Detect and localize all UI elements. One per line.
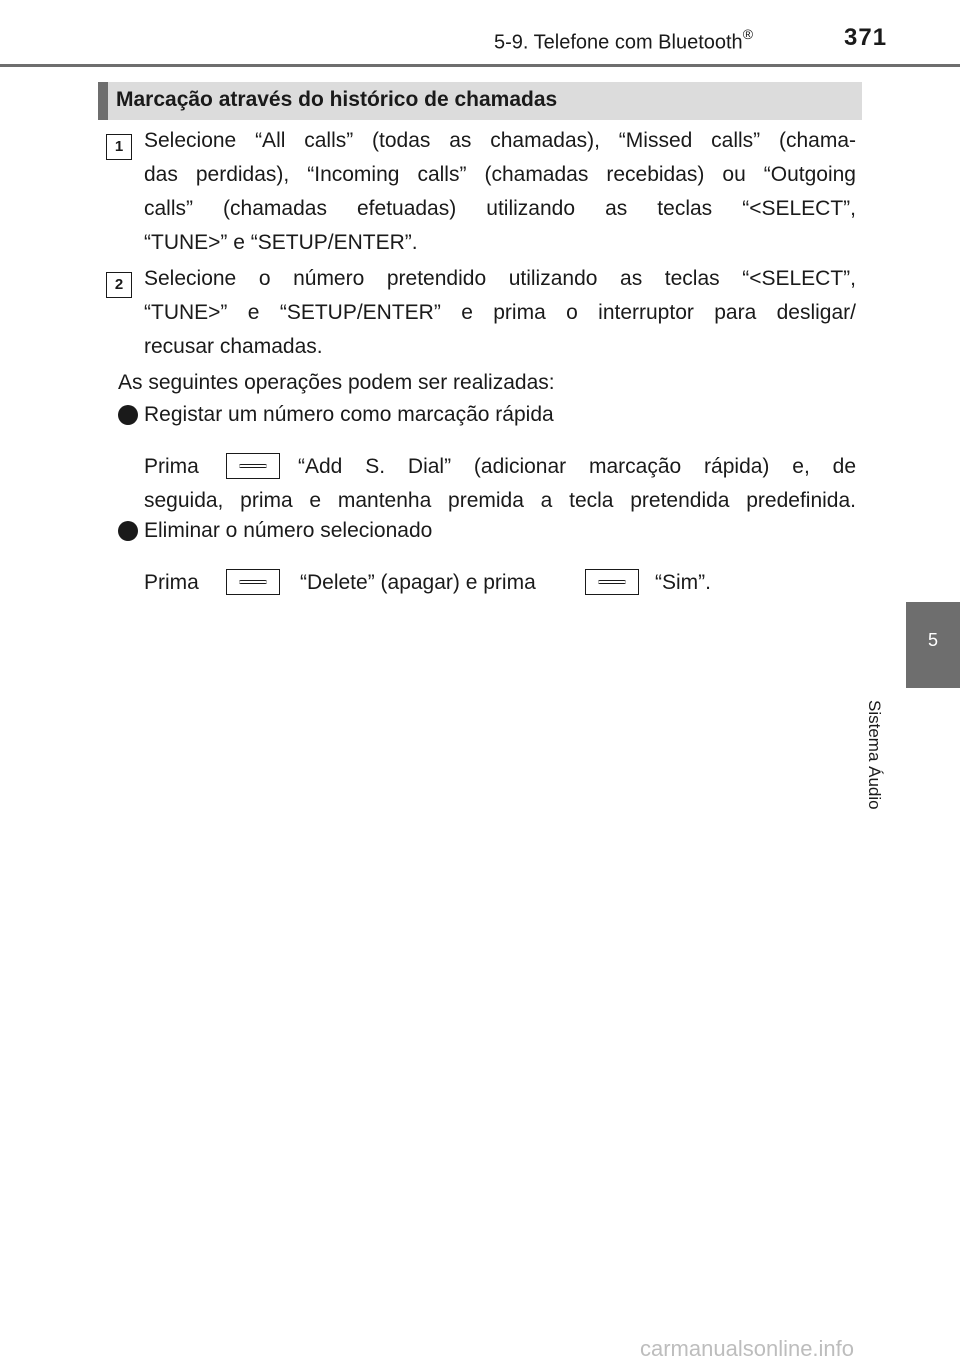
operation-1-line1-text: “Add S. Dial” (adicionar marcação rápida) e, de <box>298 455 856 478</box>
step-1-line: “TUNE>” e “SETUP/ENTER”. <box>144 231 418 254</box>
step-number-1: 1 <box>106 134 132 160</box>
step-1-line: Selecione “All calls” (todas as chamadas), “Missed calls” (chama- <box>144 129 856 152</box>
bullet-icon <box>118 521 138 541</box>
step-1-text <box>144 124 856 260</box>
operation-1-line2 <box>144 484 856 518</box>
operation-1-title: Registar um número como marcação rápida <box>144 403 554 426</box>
operation-2-prefix: Prima <box>144 571 199 594</box>
bullet-icon <box>118 405 138 425</box>
header-divider <box>0 64 960 67</box>
section-heading: 5-9. Telefone com Bluetooth <box>494 31 743 54</box>
step-number-2: 2 <box>106 272 132 298</box>
step-2-line: “TUNE>” e “SETUP/ENTER” e prima o interruptor para desligar/ <box>144 301 856 324</box>
chapter-tab <box>906 602 960 688</box>
phone-key-icon <box>226 569 280 595</box>
registered-mark: ® <box>742 26 754 42</box>
phone-key-icon <box>585 569 639 595</box>
step-1-line: das perdidas), “Incoming calls” (chamadas recebidas) ou “Outgoing <box>144 163 856 186</box>
page-number: 371 <box>844 24 888 51</box>
operation-2-title: Eliminar o número selecionado <box>144 519 433 542</box>
step-2-line: recusar chamadas. <box>144 335 323 358</box>
section-title: Marcação através do histórico de chamadas <box>116 88 558 111</box>
watermark: carmanualsonline.info <box>640 1336 855 1360</box>
chapter-label: Sistema Áudio <box>865 700 885 810</box>
phone-key-icon <box>226 453 280 479</box>
step-1-line: calls” (chamadas efetuadas) utilizando as teclas “<SELECT”, <box>144 197 856 220</box>
operation-1-line2-text: seguida, prima e mantenha premida a tecla pretendida predefinida. <box>144 489 856 512</box>
chapter-label-container <box>865 700 942 840</box>
operation-1-line1 <box>298 450 856 484</box>
chapter-number: 5 <box>927 630 938 650</box>
operation-1-prefix: Prima <box>144 455 199 478</box>
step-2-line: Selecione o número pretendido utilizando as teclas “<SELECT”, <box>144 267 856 290</box>
operation-2-middle: “Delete” (apagar) e prima <box>300 571 536 594</box>
operations-intro: As seguintes operações podem ser realizadas: <box>118 371 555 394</box>
step-2-text <box>144 262 856 364</box>
operation-2-suffix: “Sim”. <box>655 571 711 594</box>
running-header <box>494 28 753 55</box>
